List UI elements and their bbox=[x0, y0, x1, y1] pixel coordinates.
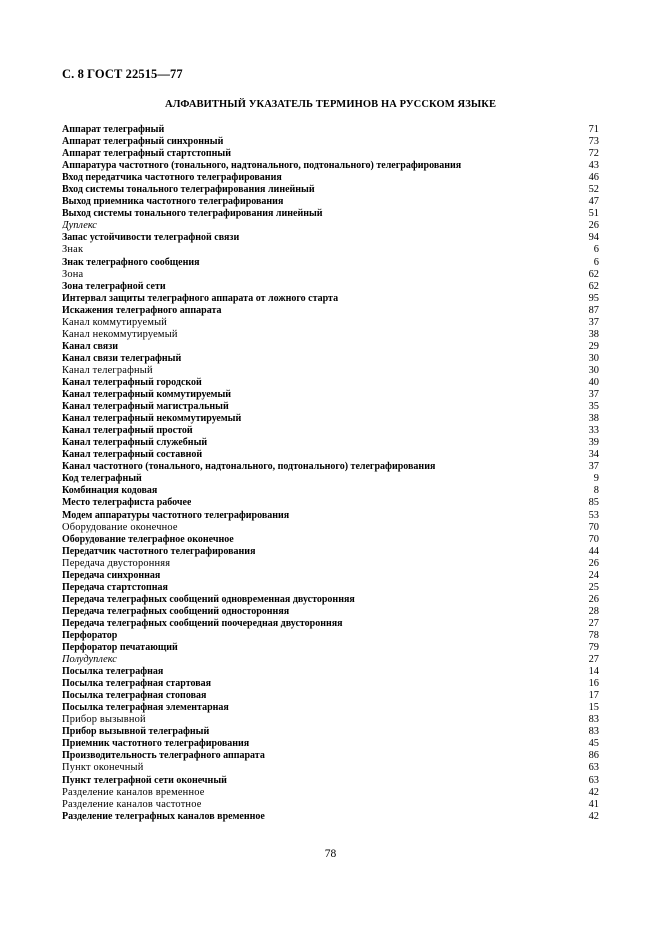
entry-number: 83 bbox=[588, 726, 599, 738]
entry-term: Оборудование телеграфное оконечное bbox=[62, 533, 234, 545]
entry-term: Канал некоммутируемый bbox=[62, 328, 178, 340]
entry-number: 39 bbox=[588, 437, 599, 449]
entry-number: 95 bbox=[588, 292, 599, 304]
entry-term: Выход системы тонального телеграфирования линейный bbox=[62, 208, 323, 220]
entry-number: 9 bbox=[593, 473, 599, 485]
entry-number: 62 bbox=[588, 268, 599, 280]
index-entry bbox=[62, 437, 599, 449]
entry-term: Дуплекс bbox=[62, 220, 97, 232]
index-entry bbox=[62, 269, 599, 281]
entry-term: Канал телеграфный bbox=[62, 364, 153, 376]
index-entry bbox=[62, 389, 599, 401]
entry-term: Производительность телеграфного аппарата bbox=[62, 750, 265, 762]
entry-number: 25 bbox=[588, 581, 599, 593]
entry-term: Прибор вызывной bbox=[62, 714, 146, 726]
entry-number: 30 bbox=[588, 364, 599, 376]
entry-number: 26 bbox=[588, 593, 599, 605]
index-entry bbox=[62, 702, 599, 714]
entry-term: Посылка телеграфная стоповая bbox=[62, 690, 207, 702]
entry-number: 70 bbox=[588, 533, 599, 545]
index-entry bbox=[62, 293, 599, 305]
entry-term: Канал телеграфный коммутируемый bbox=[62, 389, 232, 401]
index-entry bbox=[62, 220, 599, 232]
entry-term: Разделение каналов временное bbox=[62, 786, 205, 798]
index-entry bbox=[62, 522, 599, 534]
entry-term: Приемник частотного телеграфирования bbox=[62, 738, 250, 750]
entry-term: Передача стартстопная bbox=[62, 581, 168, 593]
index-entry bbox=[62, 606, 599, 618]
index-entry bbox=[62, 642, 599, 654]
entry-number: 38 bbox=[588, 328, 599, 340]
entry-number: 8 bbox=[593, 485, 599, 497]
entry-term: Вход системы тонального телеграфирования линейный bbox=[62, 184, 315, 196]
index-entry bbox=[62, 172, 599, 184]
index-entry bbox=[62, 594, 599, 606]
index-entry bbox=[62, 534, 599, 546]
index-entry bbox=[62, 208, 599, 220]
entry-term: Перфоратор печатающий bbox=[62, 642, 178, 654]
entry-term: Посылка телеграфная элементарная bbox=[62, 702, 229, 714]
entry-term: Перфоратор bbox=[62, 629, 118, 641]
index-entry bbox=[62, 281, 599, 293]
index-entry bbox=[62, 570, 599, 582]
page-number: 78 bbox=[324, 848, 337, 860]
entry-number: 26 bbox=[588, 220, 599, 232]
entry-term: Разделение телеграфных каналов временное bbox=[62, 810, 265, 822]
index-entry bbox=[62, 341, 599, 353]
entry-term: Канал коммутируемый bbox=[62, 316, 168, 328]
entry-number: 42 bbox=[588, 786, 599, 798]
entry-number: 63 bbox=[588, 762, 599, 774]
entry-term: Канал телеграфный магистральный bbox=[62, 401, 229, 413]
entry-number: 73 bbox=[588, 136, 599, 148]
index-entry bbox=[62, 799, 599, 811]
index-entry bbox=[62, 787, 599, 799]
entry-number: 26 bbox=[588, 557, 599, 569]
index-entry bbox=[62, 630, 599, 642]
index-entry bbox=[62, 582, 599, 594]
entry-term: Полудуплекс bbox=[62, 654, 117, 666]
entry-number: 79 bbox=[588, 642, 599, 654]
entry-number: 30 bbox=[588, 352, 599, 364]
entry-number: 27 bbox=[588, 617, 599, 629]
entry-number: 85 bbox=[588, 497, 599, 509]
entry-term: Знак телеграфного сообщения bbox=[62, 256, 200, 268]
index-entry bbox=[62, 497, 599, 509]
entry-number: 86 bbox=[588, 750, 599, 762]
index-entry bbox=[62, 124, 599, 136]
index-entry bbox=[62, 244, 599, 256]
entry-number: 78 bbox=[588, 629, 599, 641]
entry-term: Канал связи bbox=[62, 340, 118, 352]
entry-term: Канал частотного (тонального, надтонального, подтонального) телеграфирования bbox=[62, 461, 436, 473]
index-entry bbox=[62, 775, 599, 787]
entry-number: 42 bbox=[588, 810, 599, 822]
entry-number: 35 bbox=[588, 401, 599, 413]
entry-term: Канал телеграфный простой bbox=[62, 425, 193, 437]
entry-number: 37 bbox=[588, 461, 599, 473]
term-index bbox=[62, 124, 599, 823]
entry-number: 34 bbox=[588, 449, 599, 461]
index-entry bbox=[62, 750, 599, 762]
entry-term: Модем аппаратуры частотного телеграфирования bbox=[62, 509, 290, 521]
entry-number: 71 bbox=[588, 124, 599, 135]
index-entry bbox=[62, 232, 599, 244]
entry-number: 16 bbox=[588, 678, 599, 690]
entry-term: Зона телеграфной сети bbox=[62, 280, 166, 292]
entry-number: 47 bbox=[588, 196, 599, 208]
entry-term: Передача синхронная bbox=[62, 569, 161, 581]
entry-term: Пункт оконечный bbox=[62, 762, 144, 774]
index-entry bbox=[62, 510, 599, 522]
entry-number: 38 bbox=[588, 413, 599, 425]
index-entry bbox=[62, 666, 599, 678]
index-entry bbox=[62, 413, 599, 425]
entry-term: Запас устойчивости телеграфной связи bbox=[62, 232, 240, 244]
index-entry bbox=[62, 726, 599, 738]
index-entry bbox=[62, 473, 599, 485]
index-entry bbox=[62, 317, 599, 329]
index-entry bbox=[62, 485, 599, 497]
entry-term: Вход передатчика частотного телеграфирования bbox=[62, 172, 282, 184]
entry-term: Искажения телеграфного аппарата bbox=[62, 304, 222, 316]
entry-number: 72 bbox=[588, 148, 599, 160]
entry-number: 37 bbox=[588, 316, 599, 328]
entry-term: Аппарат телеграфный синхронный bbox=[62, 136, 224, 148]
entry-term: Комбинация кодовая bbox=[62, 485, 158, 497]
entry-term: Зона bbox=[62, 268, 84, 280]
index-entry bbox=[62, 305, 599, 317]
entry-number: 46 bbox=[588, 172, 599, 184]
entry-term: Прибор вызывной телеграфный bbox=[62, 726, 210, 738]
entry-term: Канал телеграфный некоммутируемый bbox=[62, 413, 242, 425]
index-entry bbox=[62, 811, 599, 823]
index-entry bbox=[62, 654, 599, 666]
index-entry bbox=[62, 257, 599, 269]
index-entry bbox=[62, 329, 599, 341]
entry-number: 15 bbox=[588, 702, 599, 714]
entry-term: Канал телеграфный служебный bbox=[62, 437, 208, 449]
entry-number: 70 bbox=[588, 521, 599, 533]
index-entry bbox=[62, 160, 599, 172]
index-entry bbox=[62, 461, 599, 473]
entry-number: 27 bbox=[588, 654, 599, 666]
entry-term: Аппаратура частотного (тонального, надтонального, подтонального) телеграфирования bbox=[62, 160, 462, 172]
entry-term: Передатчик частотного телеграфирования bbox=[62, 545, 256, 557]
entry-number: 43 bbox=[588, 160, 599, 172]
entry-number: 41 bbox=[588, 798, 599, 810]
entry-number: 29 bbox=[588, 340, 599, 352]
entry-number: 44 bbox=[588, 545, 599, 557]
index-entry bbox=[62, 738, 599, 750]
entry-term: Передача телеграфных сообщений односторонняя bbox=[62, 605, 290, 617]
index-entry bbox=[62, 546, 599, 558]
index-title: АЛФАВИТНЫЙ УКАЗАТЕЛЬ ТЕРМИНОВ НА РУССКОМ ЯЗЫКЕ bbox=[164, 99, 497, 110]
page-header: С. 8 ГОСТ 22515—77 bbox=[62, 67, 183, 81]
entry-number: 14 bbox=[588, 666, 599, 678]
entry-number: 6 bbox=[593, 244, 599, 256]
entry-term: Передача двусторонняя bbox=[62, 557, 171, 569]
entry-term: Пункт телеграфной сети оконечный bbox=[62, 774, 227, 786]
entry-term: Передача телеграфных сообщений поочередная двусторонняя bbox=[62, 617, 343, 629]
index-entry bbox=[62, 449, 599, 461]
index-entry bbox=[62, 714, 599, 726]
entry-term: Знак bbox=[62, 244, 84, 256]
index-entry bbox=[62, 690, 599, 702]
entry-term: Разделение каналов частотное bbox=[62, 798, 202, 810]
entry-term: Передача телеграфных сообщений одновременная двусторонняя bbox=[62, 593, 355, 605]
index-entry bbox=[62, 762, 599, 774]
entry-term: Аппарат телеграфный bbox=[62, 124, 165, 135]
index-entry bbox=[62, 401, 599, 413]
entry-number: 62 bbox=[588, 280, 599, 292]
index-entry bbox=[62, 558, 599, 570]
index-entry bbox=[62, 678, 599, 690]
index-entry bbox=[62, 377, 599, 389]
entry-term: Аппарат телеграфный стартстопный bbox=[62, 148, 231, 160]
entry-number: 33 bbox=[588, 425, 599, 437]
entry-term: Канал телеграфный городской bbox=[62, 376, 202, 388]
entry-number: 37 bbox=[588, 389, 599, 401]
entry-number: 28 bbox=[588, 605, 599, 617]
entry-term: Код телеграфный bbox=[62, 473, 142, 485]
entry-number: 52 bbox=[588, 184, 599, 196]
entry-number: 51 bbox=[588, 208, 599, 220]
entry-term: Оборудование оконечное bbox=[62, 521, 178, 533]
index-entry bbox=[62, 148, 599, 160]
entry-number: 40 bbox=[588, 376, 599, 388]
index-entry bbox=[62, 136, 599, 148]
index-entry bbox=[62, 618, 599, 630]
entry-number: 53 bbox=[588, 509, 599, 521]
entry-number: 17 bbox=[588, 690, 599, 702]
entry-term: Интервал защиты телеграфного аппарата от ложного старта bbox=[62, 292, 339, 304]
index-entry bbox=[62, 184, 599, 196]
index-entry bbox=[62, 196, 599, 208]
entry-number: 6 bbox=[593, 256, 599, 268]
index-entry bbox=[62, 425, 599, 437]
entry-number: 94 bbox=[588, 232, 599, 244]
entry-number: 24 bbox=[588, 569, 599, 581]
index-entry bbox=[62, 353, 599, 365]
entry-term: Канал связи телеграфный bbox=[62, 352, 182, 364]
entry-term: Выход приемника частотного телеграфирования bbox=[62, 196, 284, 208]
entry-number: 83 bbox=[588, 714, 599, 726]
entry-term: Канал телеграфный составной bbox=[62, 449, 203, 461]
entry-number: 45 bbox=[588, 738, 599, 750]
index-entry bbox=[62, 365, 599, 377]
entry-term: Посылка телеграфная bbox=[62, 666, 164, 678]
entry-term: Место телеграфиста рабочее bbox=[62, 497, 192, 509]
entry-number: 63 bbox=[588, 774, 599, 786]
entry-number: 87 bbox=[588, 304, 599, 316]
entry-term: Посылка телеграфная стартовая bbox=[62, 678, 212, 690]
